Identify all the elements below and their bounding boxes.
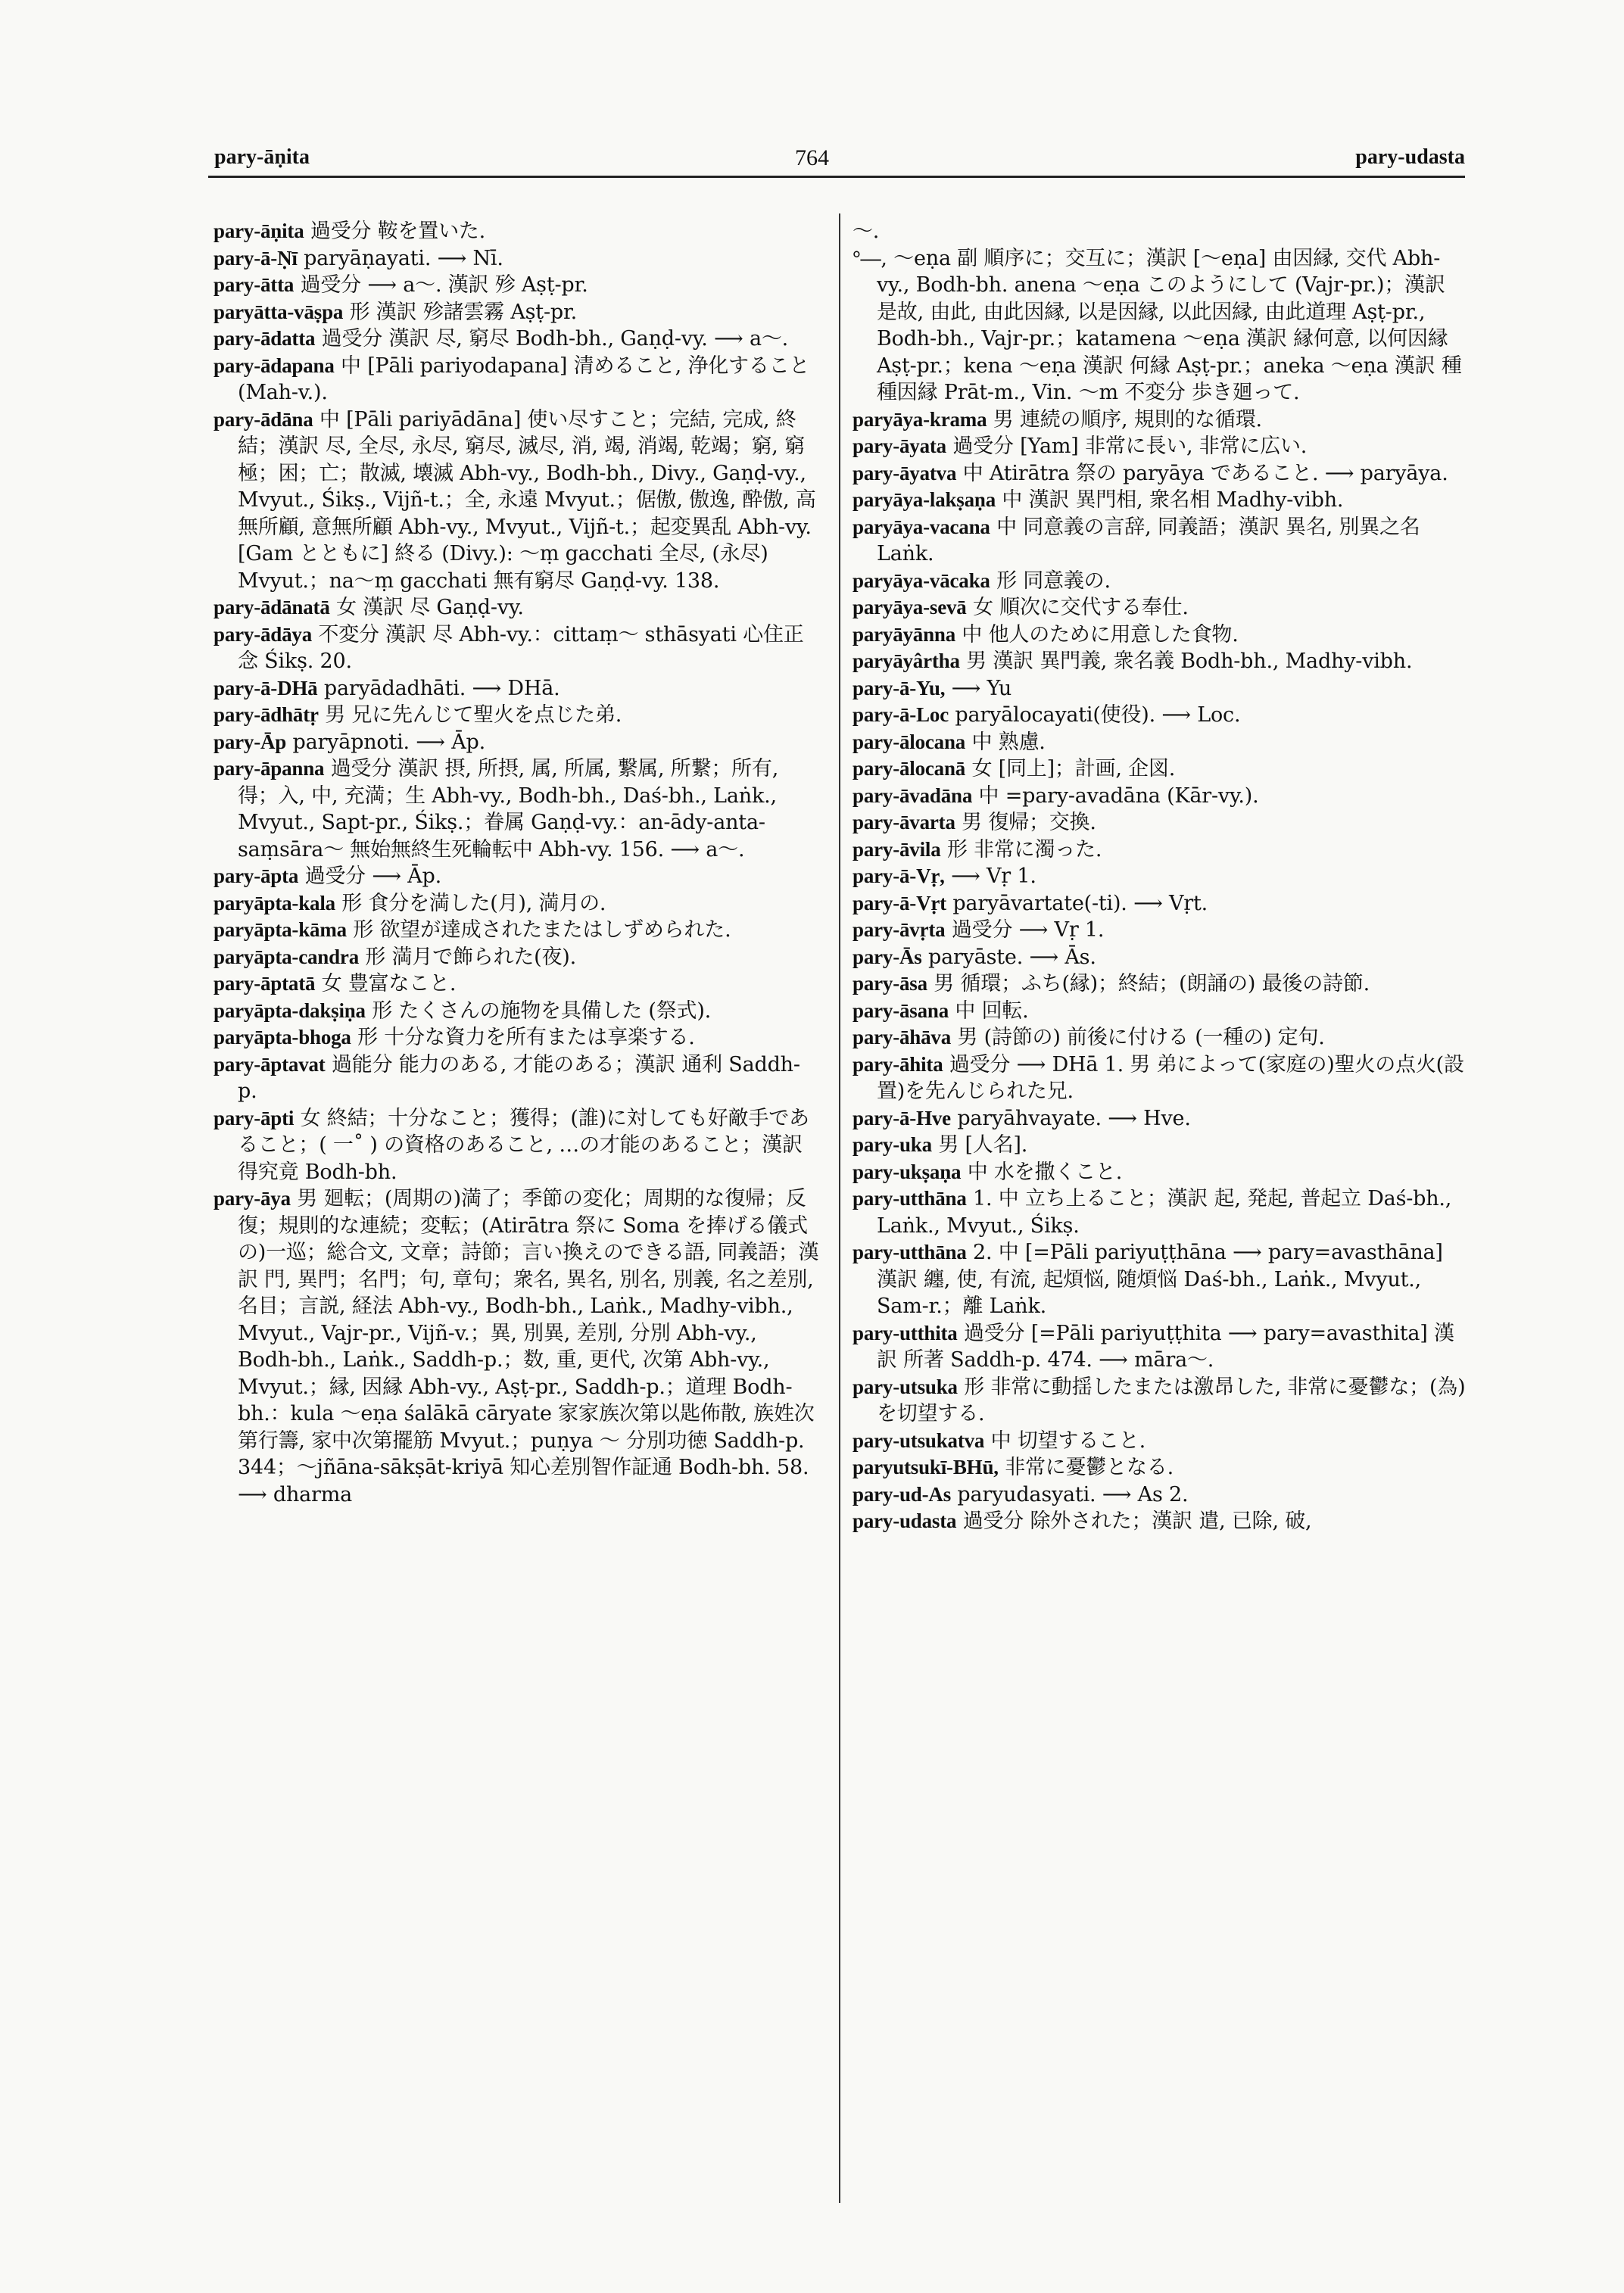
dictionary-entry xyxy=(853,514,1466,568)
entry-headword: pary-ā-Vṛt xyxy=(853,891,946,914)
dictionary-entry xyxy=(214,970,819,998)
right-column xyxy=(853,218,1466,1535)
dictionary-entry xyxy=(853,944,1466,971)
entry-definition: 過受分 ⟶ Vṛ 1. xyxy=(945,918,1105,942)
entry-definition: 不変分 漢訳 尽 Abh-vy.：cittaṃ～ sthāsyati 心住正念 Śikṣ. 20. xyxy=(238,622,804,673)
entry-definition: 女 順次に交代する奉仕. xyxy=(966,596,1189,619)
dictionary-entry xyxy=(214,863,819,890)
entry-headword: paryāpta-kāma xyxy=(214,918,347,941)
entry-headword: pary-āsana xyxy=(853,999,949,1022)
entry-definition: 過受分 漢訳 摂, 所摂, 属, 所属, 繋属, 所繋；所有, 得；入, 中, 充満；生 Abh-vy., Bodh-bh., Daś-bh., Laṅk., Mvyut., Sapt-pr., Śikṣ.；眷属 Gaṇḍ-vy.：an-ādy-anta-saṃsāra～ 無始無終生死輪転中 Abh-vy. 156. ⟶ a～. xyxy=(238,757,779,861)
dictionary-entry xyxy=(853,1508,1466,1535)
entry-headword: paryāyârtha xyxy=(853,650,960,672)
entry-definition: ⟶ Vṛ 1. xyxy=(944,865,1036,888)
entry-definition: 形 同意義の. xyxy=(990,569,1111,593)
entry-definition: 過受分 ⟶ DHā 1. 男 弟によって(家庭の)聖火の点火(設置)を先んじられた兄. xyxy=(877,1052,1464,1103)
entry-headword: paryāpta-bhoga xyxy=(214,1026,351,1048)
entry-headword: paryāya-vācaka xyxy=(853,569,990,592)
dictionary-entry xyxy=(853,218,1466,245)
entry-definition: 女 [同上]；計画, 企図. xyxy=(965,757,1176,780)
entry-definition: 過受分 除外された；漢訳 遣, 已除, 破, xyxy=(956,1509,1312,1533)
dictionary-entry xyxy=(214,1051,819,1105)
entry-definition: 男 循環；ふち(縁)；終結；(朗誦の) 最後の詩節. xyxy=(927,972,1370,995)
entry-headword: paryāpta-dakṣiṇa xyxy=(214,999,366,1022)
entry-headword: paryutsukī-BHū, xyxy=(853,1456,999,1478)
entry-definition: 中 同意義の言辞, 同義語；漢訳 異名, 別異之名 Laṅk. xyxy=(877,515,1420,565)
dictionary-entry xyxy=(853,460,1466,488)
entry-headword: pary-utsukatva xyxy=(853,1428,985,1452)
entry-definition: 形 十分な資力を所有または享楽する. xyxy=(351,1026,695,1049)
entry-definition: 中 [Pāli pariyādāna] 使い尽すこと；完結, 完成, 終結；漢訳 尽, 全尽, 永尽, 窮尽, 滅尽, 消, 竭, 消竭, 乾竭；窮, 窮極；困；亡；散滅, 壊滅 Abh-vy., Bodh-bh., Divy., Gaṇḍ-vy., Mvyut., Śikṣ., Vijñ-t.；全, 永遠 Mvyut.；倨傲, 傲逸, 酔傲, 高無所顧, 意無所顧 Abh-vy., Mvyut., Vijñ-t.；起変異乱 Abh-vy. [Gam とともに] 終る (Divy.): ～ṃ gacchati 全尽, (永尽) Mvyut.；na～ṃ gacchati 無有窮尽 Gaṇḍ-vy. 138. xyxy=(238,407,816,593)
dictionary-entry xyxy=(214,272,819,299)
entry-headword: paryāya-krama xyxy=(853,407,987,431)
entry-definition: ⟶ Yu xyxy=(945,676,1012,700)
dictionary-entry xyxy=(853,1132,1466,1159)
entry-definition: 男 復帰；交換. xyxy=(955,811,1096,834)
dictionary-entry xyxy=(853,1374,1466,1428)
entry-definition: 形 満月で飾られた(夜). xyxy=(359,945,577,969)
dictionary-entry xyxy=(853,863,1466,890)
entry-headword: paryāyānna xyxy=(853,622,956,646)
entry-definition: 中 =pary-avadāna (Kār-vy.). xyxy=(972,784,1259,808)
entry-headword: pary-āvarta xyxy=(853,811,955,833)
entry-headword: pary-utthāna xyxy=(853,1241,967,1263)
entry-headword: pary-āpta xyxy=(214,865,299,887)
entry-headword: paryāpta-kala xyxy=(214,891,335,914)
entry-headword: pary-āhāva xyxy=(853,1026,952,1048)
dictionary-entry xyxy=(853,837,1466,864)
entry-definition: paryālocayati(使役). ⟶ Loc. xyxy=(948,703,1241,727)
dictionary-entry xyxy=(214,218,819,245)
dictionary-entry xyxy=(853,1454,1466,1481)
entry-definition: paryāṇayati. ⟶ Nī. xyxy=(297,246,503,270)
entry-definition: 男 兄に先んじて聖火を点じた弟. xyxy=(318,703,622,727)
dictionary-entry xyxy=(853,1051,1466,1105)
entry-headword: paryāya-vacana xyxy=(853,515,990,538)
entry-definition: 過受分 鞍を置いた. xyxy=(304,220,486,243)
entry-headword: pary-ālocana xyxy=(853,730,966,753)
dictionary-entry xyxy=(853,1159,1466,1186)
column-divider xyxy=(839,213,840,2203)
entry-headword: paryātta-vāṣpa xyxy=(214,300,344,323)
entry-definition: 中 水を撒くこと. xyxy=(961,1160,1123,1184)
entry-definition: 男 漢訳 異門義, 衆名義 Bodh-bh., Madhy-vibh. xyxy=(959,650,1413,673)
entry-definition: 形 漢訳 殄諸雲霧 Aṣṭ-pr. xyxy=(343,300,578,324)
entry-headword: pary-āpanna xyxy=(214,757,325,780)
entry-headword: pary-ā-Yu, xyxy=(853,676,946,699)
entry-definition: 2. 中 [=Pāli pariyuṭṭhāna ⟶ pary=avasthāna] 漢訳 纏, 使, 有流, 起煩悩, 随煩悩 Daś-bh., Laṅk., Mvyut., Sam-r.；離 Laṅk. xyxy=(877,1241,1443,1318)
header-rule xyxy=(208,176,1465,178)
entry-definition: 形 食分を満した(月), 満月の. xyxy=(335,891,606,915)
dictionary-entry xyxy=(853,890,1466,918)
page-number: 764 xyxy=(795,145,829,170)
entry-headword: pary-āṇita xyxy=(214,220,304,242)
entry-headword: pary-āya xyxy=(214,1187,291,1210)
entry-definition: 形 たくさんの施物を具備した (祭式). xyxy=(365,999,712,1023)
entry-headword: pary-Ās xyxy=(853,945,922,968)
entry-headword: pary-ādapana xyxy=(214,354,335,377)
entry-definition: paryāhvayate. ⟶ Hve. xyxy=(950,1106,1191,1130)
entry-headword: pary-ādāna xyxy=(214,407,313,431)
entry-headword: pary-ātta xyxy=(214,273,295,296)
dictionary-entry xyxy=(853,702,1466,729)
dictionary-entry xyxy=(214,1185,819,1508)
entry-definition: 男 (詩節の) 前後に付ける (一種の) 定句. xyxy=(951,1026,1325,1049)
dictionary-entry xyxy=(214,998,819,1025)
entry-headword: pary-āyatva xyxy=(853,461,957,484)
dictionary-entry xyxy=(853,1105,1466,1132)
dictionary-entry xyxy=(853,245,1466,407)
entry-headword: pary-uka xyxy=(853,1133,932,1156)
entry-definition: 1. 中 立ち上ること；漢訳 起, 発起, 普起立 Daś-bh., Laṅk., Mvyut., Śikṣ. xyxy=(877,1187,1452,1238)
entry-definition: ～. xyxy=(853,220,880,243)
entry-definition: 中 漢訳 異門相, 衆名相 Madhy-vibh. xyxy=(996,488,1344,512)
entry-definition: 中 [Pāli pariyodapana] 清めること, 浄化すること (Mah-v.). xyxy=(238,354,810,404)
entry-definition: 男 廻転；(周期の)満了；季節の変化；周期的な復帰；反復；規則的な連続；変転；(Atirātra 祭に Soma を捧げる儀式の)一巡；総合文, 文章；詩節；言い換えのできる語, 同義語；漢訳 門, 異門；名門；句, 章句；衆名, 異名, 別名, 別義, 名之差別, 名目；言説, 経法 Abh-vy., Bodh-bh., Laṅk., Madhy-vibh., Mvyut., Vajr-pr., Vijñ-v.；異, 別異, 差別, 分別 Abh-vy., Bodh-bh., Laṅk., Saddh-p.；数, 重, 更代, 次第 Abh-vy., Mvyut.；縁, 因縁 Abh-vy., Aṣṭ-pr., Saddh-p.；道理 Bodh-bh.：kula ～eṇa śalākā cāryate 家家族次第以匙佈散, 族姓次第行籌, 家中次第擺筋 Mvyut.；puṇya ～ 分別功徳 Saddh-p. 344；～jñāna-sākṣāt-kriyā 知心差別智作証通 Bodh-bh. 58. ⟶ dharma xyxy=(238,1187,819,1506)
entry-headword: pary-ādāya xyxy=(214,622,313,646)
entry-definition: paryāpnoti. ⟶ Āp. xyxy=(286,730,485,754)
entry-headword: pary-ādānatā xyxy=(214,596,330,618)
dictionary-entry xyxy=(214,1105,819,1186)
entry-definition: 中 回転. xyxy=(949,999,1029,1023)
dictionary-entry xyxy=(214,1024,819,1051)
dictionary-entry xyxy=(214,245,819,273)
entry-headword: pary-āvadāna xyxy=(853,784,973,807)
dictionary-entry xyxy=(853,1481,1466,1509)
entry-headword: pary-ādhātṛ xyxy=(214,703,319,726)
entry-headword: pary-ā-Loc xyxy=(853,703,949,726)
entry-definition: 過能分 能力のある, 才能のある；漢訳 通利 Saddh-p. xyxy=(238,1052,800,1103)
dictionary-entry xyxy=(853,433,1466,460)
dictionary-entry xyxy=(853,917,1466,944)
entry-headword: paryāpta-candra xyxy=(214,945,359,968)
entry-definition: 過受分 ⟶ Āp. xyxy=(298,865,442,888)
entry-headword: paryāya-lakṣaṇa xyxy=(853,488,996,511)
entry-definition: 中 熟慮. xyxy=(965,730,1046,754)
entry-definition: 中 Atirātra 祭の paryāya であること. ⟶ paryāya. xyxy=(956,461,1448,485)
entry-definition: paryudasyati. ⟶ As 2. xyxy=(951,1482,1189,1506)
entry-headword: pary-āptatā xyxy=(214,972,316,995)
entry-headword: pary-udasta xyxy=(853,1509,957,1532)
entry-headword: pary-ā-DHā xyxy=(214,676,318,699)
running-head-right: pary-udasta xyxy=(1355,145,1465,169)
entry-headword: pary-āsa xyxy=(853,972,927,995)
dictionary-entry xyxy=(853,1185,1466,1239)
dictionary-entry xyxy=(853,1320,1466,1374)
entry-headword: pary-ā-Hve xyxy=(853,1106,951,1129)
entry-headword: pary-ud-As xyxy=(853,1482,952,1506)
dictionary-entry xyxy=(853,622,1466,649)
entry-definition: 男 連続の順序, 規則的な循環. xyxy=(987,407,1262,431)
entry-definition: 中 他人のために用意した食物. xyxy=(955,622,1239,646)
entry-headword: pary-utsuka xyxy=(853,1375,958,1398)
dictionary-entry xyxy=(853,648,1466,675)
dictionary-entry xyxy=(214,675,819,703)
entry-headword: pary-utthita xyxy=(853,1321,958,1344)
dictionary-entry xyxy=(853,1024,1466,1051)
dictionary-entry xyxy=(853,756,1466,783)
dictionary-entry xyxy=(853,998,1466,1025)
entry-headword: pary-āyata xyxy=(853,435,946,457)
entry-headword: pary-ā-Ṇī xyxy=(214,246,298,269)
entry-headword: pary-āpti xyxy=(214,1106,295,1129)
entry-headword: pary-ālocanā xyxy=(853,757,966,780)
entry-definition: , ～eṇa 副 順序に；交互に；漢訳 [～eṇa] 由因縁, 交代 Abh-vy., Bodh-bh. anena ～eṇa このようにして (Vajr-pr.)；漢訳 是故, 由此, 由此因縁, 以是因縁, 以此因縁, 由此道理 Aṣṭ-pr., Bodh-bh., Vajr-pr.；katamena ～eṇa 漢訳 縁何意, 以何因縁 Aṣṭ-pr.；kena ～eṇa 漢訳 何縁 Aṣṭ-pr.；aneka ～eṇa 漢訳 種種因縁 Prāt-m., Vin. ～m 不変分 歩き廻って. xyxy=(877,246,1462,404)
dictionary-entry xyxy=(214,756,819,863)
entry-definition: 中 切望すること. xyxy=(984,1428,1146,1453)
dictionary-entry xyxy=(214,594,819,622)
dictionary-entry xyxy=(214,326,819,353)
dictionary-entry xyxy=(853,970,1466,998)
entry-definition: 女 終結；十分なこと；獲得；(誰)に対しても好敵手であること；( 一˚ ) の資格のあること, …の才能のあること；漢訳 得究竟 Bodh-bh. xyxy=(238,1106,809,1184)
dictionary-entry xyxy=(214,622,819,675)
dictionary-entry xyxy=(853,407,1466,434)
entry-headword: pary-āptavat xyxy=(214,1052,326,1076)
entry-headword: °— xyxy=(853,246,881,269)
entry-headword: pary-Āp xyxy=(214,730,287,753)
dictionary-entry xyxy=(853,568,1466,595)
dictionary-entry xyxy=(853,1239,1466,1320)
entry-headword: pary-ā-Vṛ, xyxy=(853,865,945,887)
entry-definition: 過受分 漢訳 尽, 窮尽 Bodh-bh., Gaṇḍ-vy. ⟶ a～. xyxy=(315,327,789,350)
dictionary-entry xyxy=(853,729,1466,756)
dictionary-entry xyxy=(214,702,819,729)
entry-headword: pary-āhita xyxy=(853,1052,943,1076)
entry-headword: pary-ādatta xyxy=(214,327,316,350)
entry-headword: pary-ukṣaṇa xyxy=(853,1160,962,1183)
dictionary-entry xyxy=(214,944,819,971)
entry-definition: paryāste. ⟶ Ās. xyxy=(921,945,1096,969)
dictionary-entry xyxy=(853,809,1466,837)
left-column xyxy=(214,218,819,1508)
dictionary-entry xyxy=(853,783,1466,810)
entry-definition: paryāvartate(-ti). ⟶ Vṛt. xyxy=(946,891,1208,915)
entry-definition: 女 漢訳 尽 Gaṇḍ-vy. xyxy=(329,596,524,619)
dictionary-entry xyxy=(853,675,1466,703)
entry-definition: 女 豊富なこと. xyxy=(315,972,457,995)
running-head-left: pary-āṇita xyxy=(214,145,310,169)
entry-headword: pary-āvṛta xyxy=(853,918,946,941)
dictionary-entry xyxy=(853,487,1466,514)
entry-definition: 過受分 [Yam] 非常に長い, 非常に広い. xyxy=(946,435,1308,458)
dictionary-entry xyxy=(214,353,819,407)
dictionary-entry xyxy=(214,890,819,918)
entry-definition: paryādadhāti. ⟶ DHā. xyxy=(317,676,560,700)
entry-definition: 過受分 ⟶ a～. 漢訳 殄 Aṣṭ-pr. xyxy=(294,273,588,297)
entry-headword: pary-utthāna xyxy=(853,1187,967,1210)
dictionary-entry xyxy=(214,917,819,944)
entry-definition: 過受分 [=Pāli pariyuṭṭhita ⟶ pary=avasthita] 漢訳 所著 Saddh-p. 474. ⟶ māra～. xyxy=(877,1321,1454,1372)
dictionary-entry xyxy=(214,729,819,756)
entry-definition: 形 欲望が達成されたまたはしずめられた. xyxy=(346,918,731,942)
entry-definition: 形 非常に動揺したまたは激昂した, 非常に憂鬱な；(為) を切望する. xyxy=(877,1375,1466,1425)
entry-headword: paryāya-sevā xyxy=(853,596,967,618)
entry-definition: 男 [人名]. xyxy=(931,1133,1028,1157)
dictionary-entry xyxy=(214,407,819,595)
dictionary-entry xyxy=(853,1428,1466,1455)
entry-definition: 非常に憂鬱となる. xyxy=(998,1456,1174,1479)
entry-headword: pary-āvila xyxy=(853,837,941,861)
dictionary-entry xyxy=(853,594,1466,622)
dictionary-entry xyxy=(214,299,819,326)
entry-definition: 形 非常に濁った. xyxy=(940,837,1102,861)
